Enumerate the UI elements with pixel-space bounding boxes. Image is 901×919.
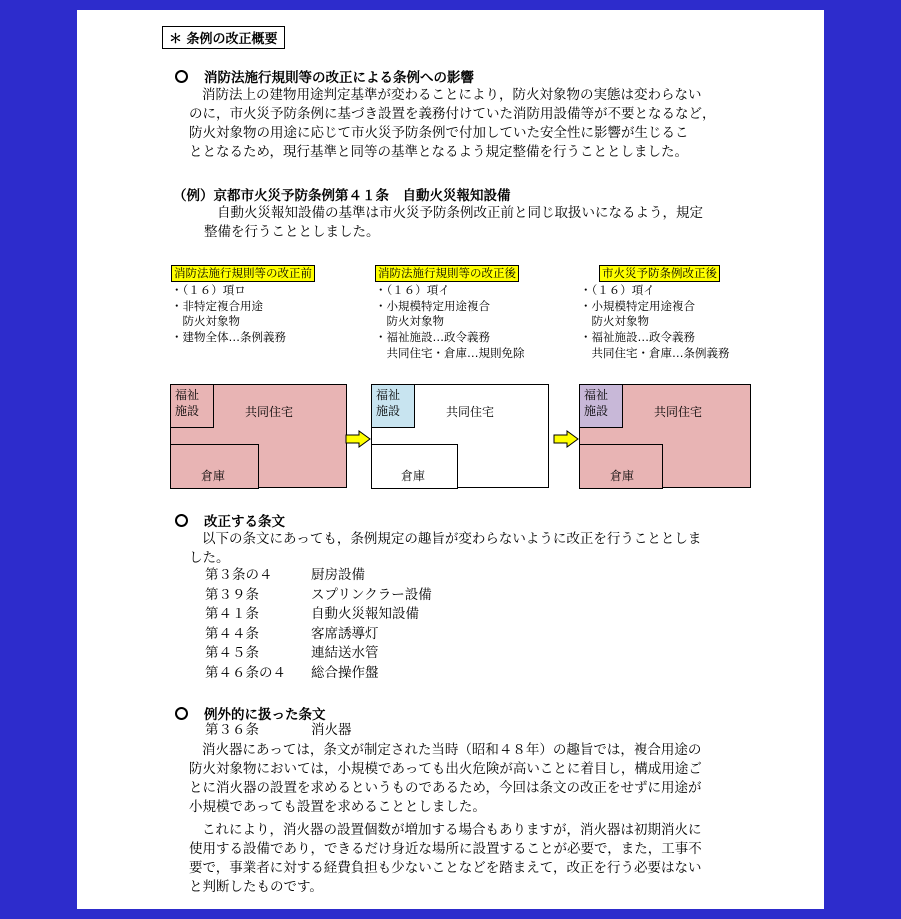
- housing-label: 共同住宅: [446, 405, 495, 419]
- article-name: 客席誘導灯: [311, 625, 379, 642]
- col2-list: [375, 283, 525, 362]
- col1-list: [171, 283, 286, 346]
- section1-line-2: のに，市火災予防条例に基づき設置を義務付けていた消防用設備等が不要となるなど，: [189, 106, 716, 122]
- article-number: 第４５条: [205, 645, 259, 661]
- section3-line-8: と判断したものです。: [189, 879, 323, 895]
- label-after-rule: 消防法施行規則等の改正後: [375, 265, 519, 282]
- article-name: 厨房設備: [311, 567, 365, 583]
- section3-heading-text: 例外的に扱った条文: [204, 707, 326, 723]
- article-number: 第４１条: [205, 606, 259, 622]
- article-list: [205, 566, 432, 683]
- col2-item: 防火対象物: [375, 314, 444, 329]
- article-number: 第４６条の４: [205, 664, 286, 681]
- label-before: 消防法施行規則等の改正前: [171, 265, 315, 282]
- article-row: [205, 586, 432, 606]
- section3-line-4: 小規模であっても設置を求めることとしました。: [189, 799, 486, 815]
- article-row: [205, 605, 432, 625]
- section2-line-1: 以下の条文にあっても，条例規定の趣旨が変わらないように改正を行うこととしま: [202, 531, 702, 547]
- col1-item: 防火対象物: [171, 314, 240, 329]
- example-line-2: 整備を行うこととしました。: [204, 224, 380, 240]
- col1-item: ・建物全体…条例義務: [171, 330, 286, 345]
- section1-heading-text: 消防法施行規則等の改正による条例への影響: [204, 70, 474, 86]
- housing-label: 共同住宅: [654, 405, 703, 419]
- section3-line-5: これにより，消火器の設置個数が増加する場合もありますが，消火器は初期消火に: [202, 822, 702, 838]
- section3-line-3: とに消火器の設置を求めるというものであるため，今回は条文の改正をせずに用途が: [189, 780, 702, 796]
- col3-item: 共同住宅・倉庫…条例義務: [580, 345, 730, 360]
- building-after-ordinance: [579, 384, 751, 488]
- col1-item: ・（１６）項ロ: [171, 283, 246, 297]
- col2-item: ・福祉施設…政令義務: [375, 330, 490, 345]
- document-page: [77, 10, 824, 909]
- col2-item: 共同住宅・倉庫…規則免除: [375, 345, 525, 360]
- section1-line-1: 消防法上の建物用途判定基準が変わることにより，防火対象物の実態は変わらない: [202, 87, 702, 103]
- section1-heading: [175, 66, 474, 86]
- article-row: [205, 664, 432, 684]
- welfare-facility: 福祉 施設: [579, 384, 623, 428]
- article-row: [205, 644, 432, 664]
- warehouse-label: 倉庫: [401, 469, 426, 483]
- circle-bullet-icon: [175, 514, 188, 527]
- section3-heading: [175, 703, 326, 723]
- label-after-ordinance: 市火災予防条例改正後: [599, 265, 720, 282]
- arrow-right-icon: [553, 430, 579, 448]
- warehouse-label: 倉庫: [610, 469, 635, 483]
- example-line-1: 自動火災報知設備の基準は市火災予防条例改正前と同じ取扱いになるよう，規定: [217, 205, 703, 221]
- article-row: [205, 625, 432, 645]
- section2-heading: [175, 510, 285, 530]
- col3-item: 防火対象物: [580, 314, 649, 329]
- circle-bullet-icon: [175, 707, 188, 720]
- article-number: 第３条の４: [205, 567, 273, 583]
- exception-article: [205, 721, 352, 741]
- col3-item: ・福祉施設…政令義務: [580, 330, 695, 345]
- article-name: スプリンクラー設備: [311, 586, 432, 603]
- welfare-facility: 福祉 施設: [371, 384, 415, 428]
- section3-line-7: 要で，事業者に対する経費負担も少ないことなどを踏まえて，改正を行う必要はない: [189, 860, 702, 876]
- article-name: 自動火災報知設備: [311, 606, 419, 622]
- arrow-right-icon: [345, 430, 371, 448]
- section3-line-2: 防火対象物においては，小規模であっても出火危険が高いことに着目し，構成用途ご: [189, 761, 702, 777]
- article-number: 第３６条: [205, 722, 259, 738]
- section3-line-6: 使用する設備であり，できるだけ身近な場所に設置することが必要で，また，工事不: [189, 841, 702, 857]
- col2-item: ・小規模特定用途複合: [375, 298, 490, 313]
- article-name: 消火器: [311, 722, 352, 738]
- article-name: 連結送水管: [311, 645, 379, 661]
- col2-item: ・（１６）項イ: [375, 283, 450, 297]
- welfare-facility: 福祉 施設: [170, 384, 214, 428]
- section3-line-1: 消火器にあっては，条文が制定された当時（昭和４８年）の趣旨では，複合用途の: [202, 742, 702, 758]
- example-heading: （例）京都市火災予防条例第４１条 自動火災報知設備: [173, 188, 511, 204]
- circle-bullet-icon: [175, 70, 188, 83]
- section2-heading-text: 改正する条文: [204, 514, 285, 530]
- doc-title: ＊ 条例の改正概要: [162, 26, 285, 49]
- col1-item: ・非特定複合用途: [171, 298, 263, 313]
- section1-line-4: ととなるため，現行基準と同等の基準となるよう規定整備を行うこととしました。: [189, 144, 688, 160]
- building-before: [170, 384, 347, 488]
- article-number: 第４４条: [205, 625, 259, 642]
- warehouse-label: 倉庫: [201, 469, 226, 483]
- section1-line-3: 防火対象物の用途に応じて市火災予防条例で付加していた安全性に影響が生じるこ: [189, 125, 689, 141]
- col3-list: [580, 283, 730, 362]
- section2-line-2: した。: [189, 550, 230, 566]
- col3-item: ・小規模特定用途複合: [580, 298, 695, 313]
- article-row: [205, 566, 432, 586]
- article-name: 総合操作盤: [311, 664, 379, 681]
- col3-item: ・（１６）項イ: [580, 283, 655, 297]
- article-number: 第３９条: [205, 586, 259, 603]
- building-after-rule: [371, 384, 549, 488]
- housing-label: 共同住宅: [245, 405, 294, 419]
